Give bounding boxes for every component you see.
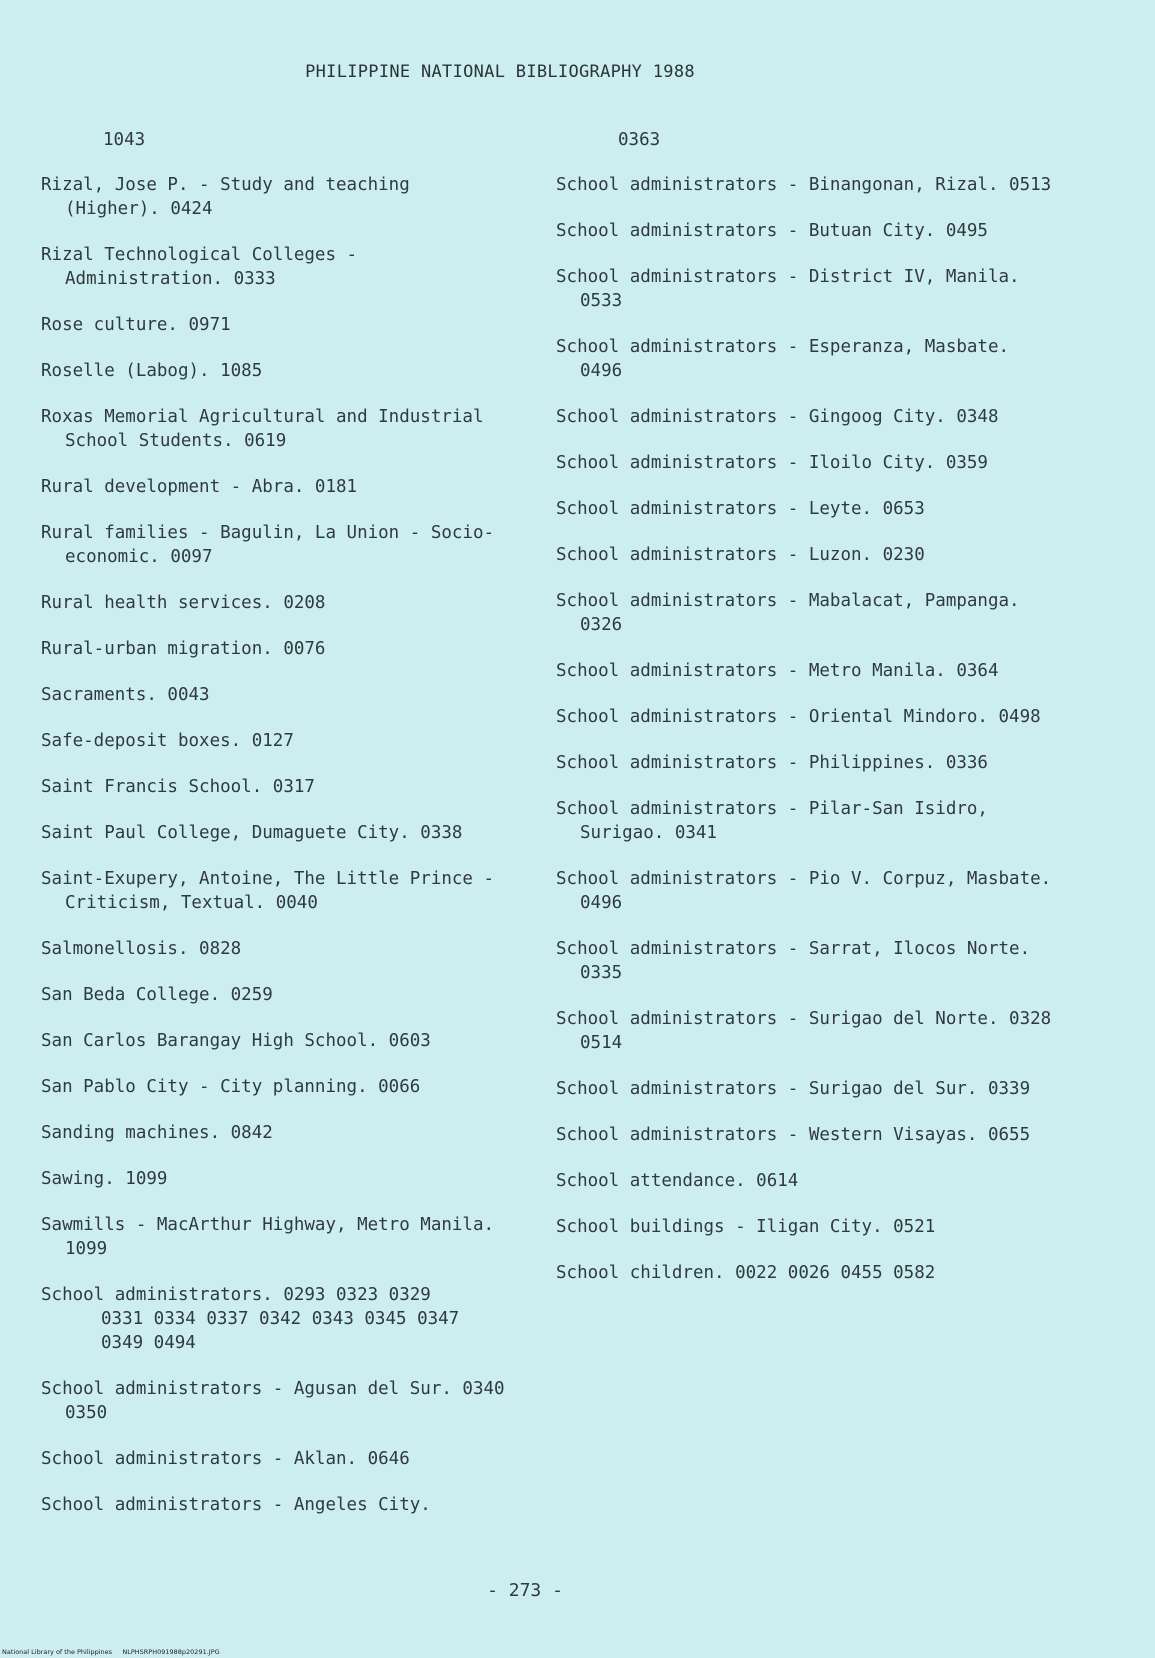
list-item-line: 0331 0334 0337 0342 0343 0345 0347 xyxy=(101,1309,460,1329)
list-item: School administrators - Butuan City. 0495 xyxy=(556,221,988,241)
left-column xyxy=(41,128,511,1539)
list-item: School administrators - Mabalacat, Pampanga. 0326 xyxy=(556,591,1020,635)
list-item: School administrators - District IV, Manila. 0533 xyxy=(556,267,1020,311)
list-item: Rural-urban migration. 0076 xyxy=(41,639,326,659)
list-item: Rizal, Jose P. - Study and teaching (Higher). 0424 xyxy=(41,175,410,219)
list-item: Sacraments. 0043 xyxy=(41,685,210,705)
list-item: Sawing. 1099 xyxy=(41,1169,168,1189)
list-item-multiline xyxy=(41,1283,511,1355)
list-item: School administrators - Leyte. 0653 xyxy=(556,499,925,519)
list-item: 1043 xyxy=(103,130,146,150)
page-number: - 273 - xyxy=(487,1580,563,1601)
list-item: Rural families - Bagulin, La Union - Socio-economic. 0097 xyxy=(41,523,495,567)
page-title: PHILIPPINE NATIONAL BIBLIOGRAPHY 1988 xyxy=(305,62,695,82)
list-item: School administrators - Surigao del Sur. 0339 xyxy=(556,1079,1031,1099)
list-item: School attendance. 0614 xyxy=(556,1171,799,1191)
list-item: School administrators - Aklan. 0646 xyxy=(41,1449,410,1469)
list-item: San Pablo City - City planning. 0066 xyxy=(41,1077,421,1097)
list-item: School children. 0022 0026 0455 0582 xyxy=(556,1263,936,1283)
list-item: School administrators - Angeles City. xyxy=(41,1495,431,1515)
list-item: School administrators - Metro Manila. 0364 xyxy=(556,661,999,681)
list-item: Roxas Memorial Agricultural and Industrial School Students. 0619 xyxy=(41,407,484,451)
list-item: School administrators - Gingoog City. 0348 xyxy=(556,407,999,427)
list-item: School administrators - Iloilo City. 0359 xyxy=(556,453,988,473)
list-item: School buildings - Iligan City. 0521 xyxy=(556,1217,936,1237)
list-item: Rose culture. 0971 xyxy=(41,315,231,335)
list-item: School administrators - Western Visayas. 0655 xyxy=(556,1125,1031,1145)
list-item: San Carlos Barangay High School. 0603 xyxy=(41,1031,431,1051)
list-item: San Beda College. 0259 xyxy=(41,985,273,1005)
list-item-line: 0349 0494 xyxy=(101,1333,196,1353)
list-item-line: School administrators. 0293 0323 0329 xyxy=(41,1285,431,1305)
scan-credit: National Library of the Philippines NLPHSRPH091988p20291.JPG xyxy=(2,1648,220,1656)
list-item: School administrators - Surigao del Norte. 0328 0514 xyxy=(556,1009,1052,1053)
list-item: School administrators - Philippines. 0336 xyxy=(556,753,988,773)
list-item: Salmonellosis. 0828 xyxy=(41,939,242,959)
list-item: Saint Paul College, Dumaguete City. 0338 xyxy=(41,823,463,843)
list-item: School administrators - Oriental Mindoro. 0498 xyxy=(556,707,1041,727)
list-item: Rural health services. 0208 xyxy=(41,593,326,613)
list-item: Rizal Technological Colleges - Administration. 0333 xyxy=(41,245,358,289)
list-item: Sawmills - MacArthur Highway, Metro Manila. 1099 xyxy=(41,1215,495,1259)
list-item: Saint Francis School. 0317 xyxy=(41,777,315,797)
list-item: Rural development - Abra. 0181 xyxy=(41,477,358,497)
list-item: Roselle (Labog). 1085 xyxy=(41,361,263,381)
list-item: School administrators - Agusan del Sur. 0340 0350 xyxy=(41,1379,505,1423)
list-item: Safe-deposit boxes. 0127 xyxy=(41,731,294,751)
list-item: Saint-Exupery, Antoine, The Little Prince - Criticism, Textual. 0040 xyxy=(41,869,495,913)
list-item: School administrators - Pio V. Corpuz, Masbate. 0496 xyxy=(556,869,1052,913)
list-item: School administrators - Sarrat, Ilocos Norte. 0335 xyxy=(556,939,1031,983)
list-item: Sanding machines. 0842 xyxy=(41,1123,273,1143)
list-item: School administrators - Binangonan, Rizal. 0513 xyxy=(556,175,1052,195)
list-item: 0363 xyxy=(618,130,661,150)
list-item: School administrators - Esperanza, Masbate. 0496 xyxy=(556,337,1010,381)
list-item: School administrators - Pilar-San Isidro, Surigao. 0341 xyxy=(556,799,988,843)
list-item: School administrators - Luzon. 0230 xyxy=(556,545,925,565)
right-column xyxy=(556,128,1056,1307)
